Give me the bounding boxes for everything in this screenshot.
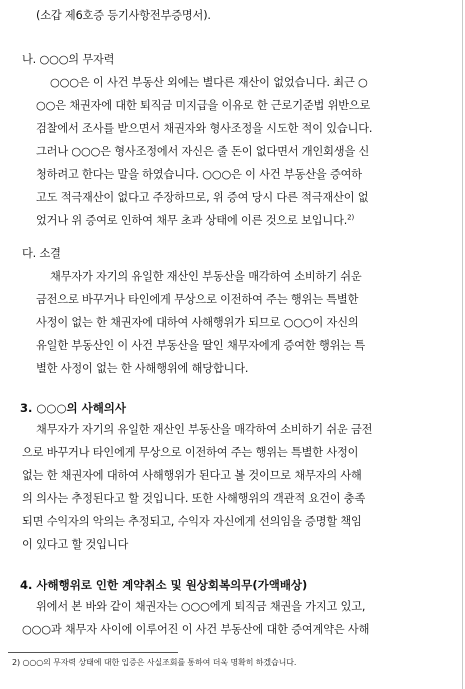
paragraph-line: 유일한 부동산인 이 사건 부동산을 딸인 채무자에게 증여한 행위는 특 — [36, 339, 366, 352]
paragraph-line: 되면 수익자의 악의는 추정되고, 수익자 자신에게 선의임을 증명할 책임 — [22, 515, 362, 528]
paragraph-line: 채무자가 자기의 유일한 재산인 부동산을 매각하여 소비하기 쉬운 금전 — [36, 423, 373, 436]
paragraph-line: 사정이 없는 한 채권자에 대하여 사해행위가 되므로 ○○○이 자신의 — [36, 316, 359, 329]
footnote-reference[interactable]: 2) — [347, 213, 355, 222]
paragraph-line: 청하려고 한다는 말을 하였습니다. ○○○은 이 사건 부동산을 증여하 — [36, 168, 362, 181]
paragraph-line: 위에서 본 바와 같이 채권자는 ○○○에게 퇴직금 채권을 가지고 있고, — [36, 600, 366, 613]
paragraph-line: ○○은 채권자에 대한 퇴직금 미지급을 이유로 한 근로기준법 위반으로 — [36, 99, 371, 112]
paragraph-text: 었거나 위 증여로 인하여 채무 초과 상태에 이른 것으로 보입니다. — [36, 214, 348, 227]
heading-section-3 — [20, 401, 126, 415]
paragraph-line: 의 의사는 추정된다고 할 것입니다. 또한 사해행위의 객관적 요건이 충족 — [22, 492, 366, 505]
footnote-text: 2) ○○○의 무자력 상태에 대한 입증은 사실조회를 통하여 더욱 명확히 하겠습니다. — [12, 658, 297, 667]
heading-bold: 사해의사 — [81, 401, 127, 415]
footnote-separator — [8, 652, 178, 653]
heading-da: 다. 소결 — [22, 247, 61, 260]
paragraph-line: 채무자가 자기의 유일한 재산인 부동산을 매각하여 소비하기 쉬운 — [50, 270, 362, 283]
paragraph-line: ○○○은 이 사건 부동산 외에는 별다른 재산이 없었습니다. 최근 ○ — [50, 76, 368, 89]
heading-section-4: 4. 사해행위로 인한 계약취소 및 원상회복의무(가액배상) — [20, 578, 308, 592]
paragraph-line: ○○○과 채무자 사이에 이루어진 이 사건 부동산에 대한 증여계약은 사해 — [22, 623, 370, 636]
paragraph-line: 고도 적극재산이 없다고 주장하므로, 위 증여 당시 다른 적극재산이 없 — [36, 191, 369, 204]
paragraph-line: 이 있다고 할 것입니다 — [22, 538, 129, 551]
paragraph-line: 그러나 ○○○은 형사조정에서 자신은 줄 돈이 없다면서 개인회생을 신 — [36, 145, 370, 158]
paragraph-line: 별한 사정이 없는 한 사해행위에 해당합니다. — [36, 362, 249, 375]
paragraph-line: 금전으로 바꾸거나 타인에게 무상으로 이전하여 주는 행위는 특별한 — [36, 293, 359, 306]
paragraph-line — [36, 214, 354, 228]
paragraph-line: 검찰에서 조사를 받으면서 채권자와 형사조정을 시도한 적이 있습니다. — [36, 122, 373, 135]
top-line: (소갑 제6호증 등기사항전부증명서). — [36, 9, 211, 22]
heading-prefix: 3. ○○○의 — [20, 401, 82, 415]
heading-na: 나. ○○○의 무자력 — [22, 53, 115, 66]
paragraph-line: 없는 한 채권자에 대하여 사해행위가 된다고 볼 것이므로 채무자의 사해 — [22, 469, 362, 482]
paragraph-line: 으로 바꾸거나 타인에게 무상으로 이전하여 주는 행위는 특별한 사정이 — [22, 446, 359, 459]
